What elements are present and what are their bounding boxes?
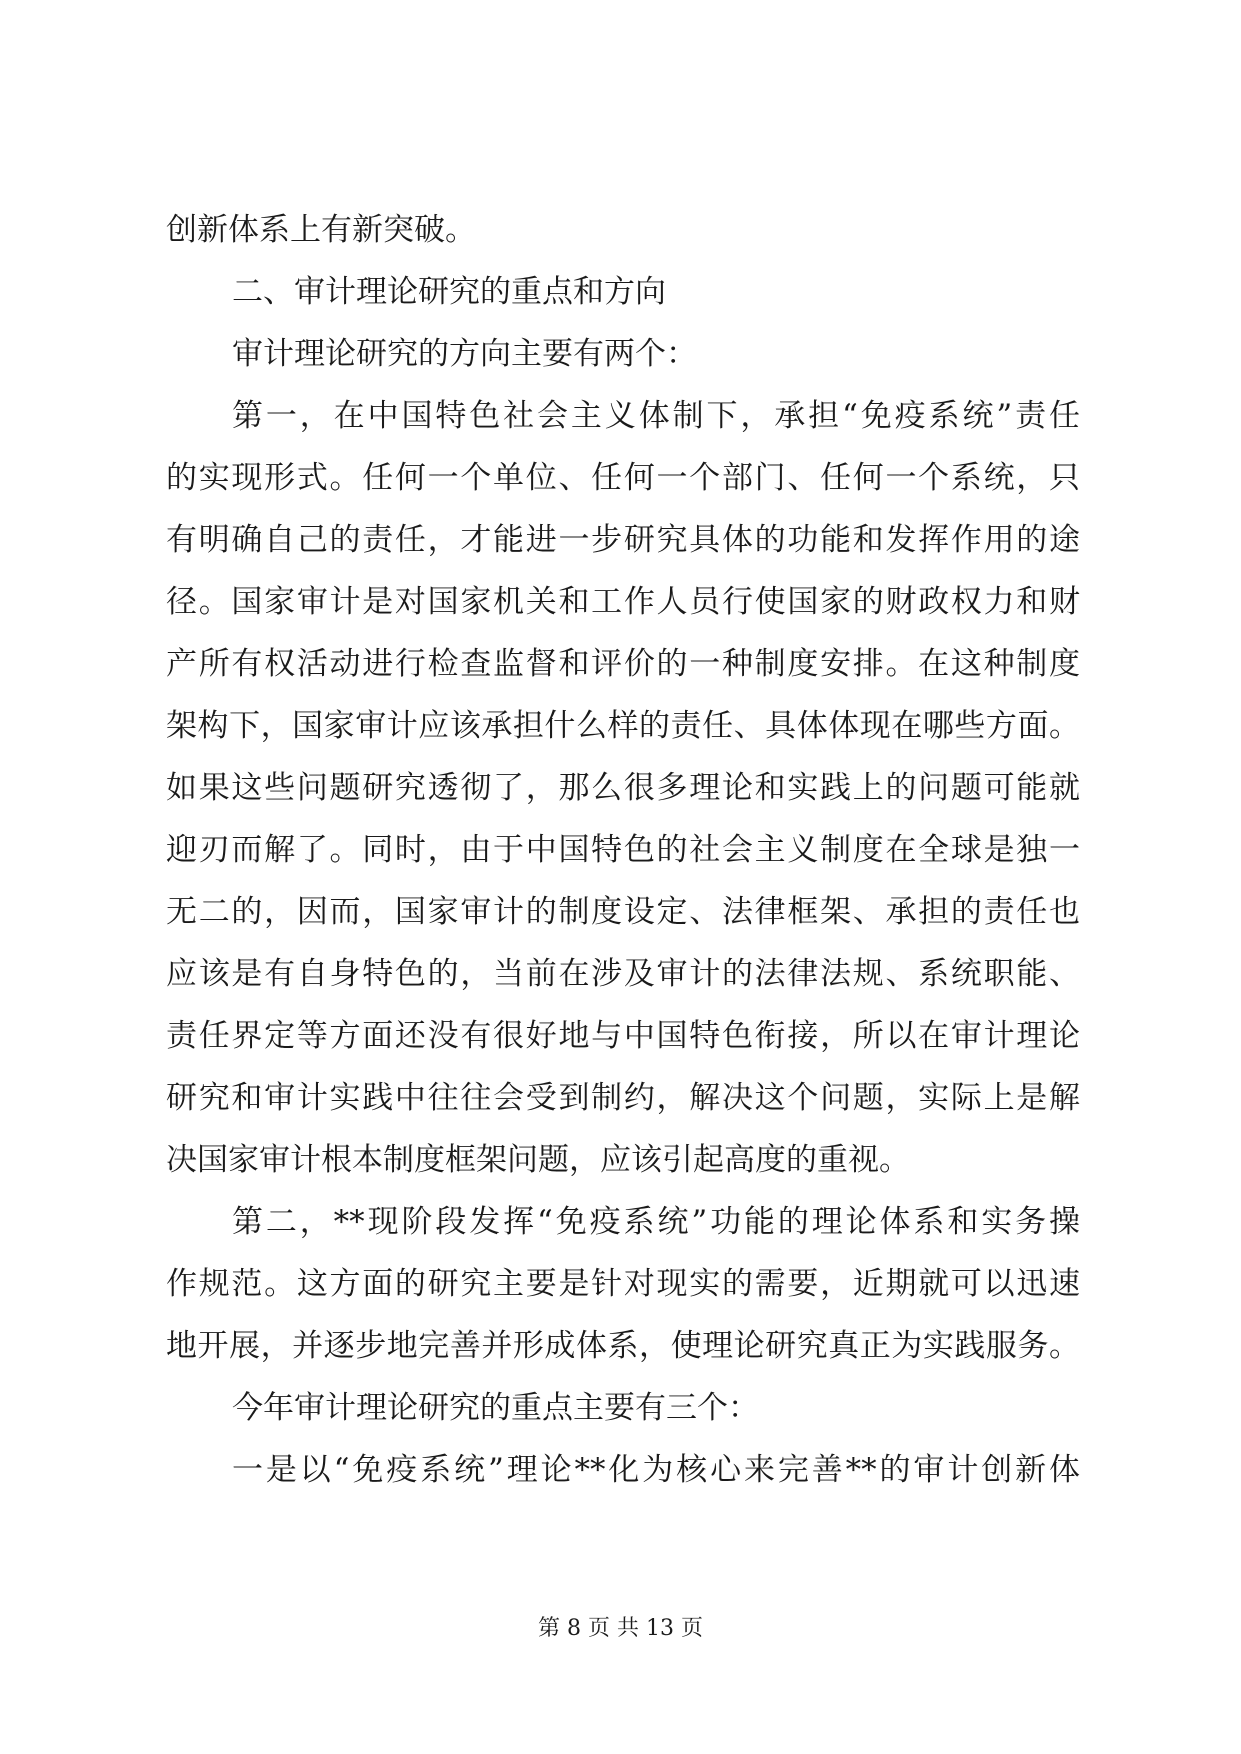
paragraph-line: 审计理论研究的方向主要有两个：	[232, 336, 697, 372]
page-footer	[0, 1615, 1241, 1643]
paragraph-line: 决国家审计根本制度框架问题，应该引起高度的重视。	[166, 1142, 910, 1178]
page-number-label: 第 8 页 共 13 页	[538, 1616, 703, 1641]
paragraph-line: 今年审计理论研究的重点主要有三个：	[232, 1390, 759, 1426]
paragraph-line: 迎刃而解了。同时，由于中国特色的社会主义制度在全球是独一	[166, 832, 1080, 868]
paragraph-line: 的实现形式。任何一个单位、任何一个部门、任何一个系统，只	[166, 460, 1080, 496]
paragraph-line: 架构下，国家审计应该承担什么样的责任、具体体现在哪些方面。	[166, 708, 1080, 744]
paragraph-line: 创新体系上有新突破。	[166, 212, 476, 248]
paragraph-line: 有明确自己的责任，才能进一步研究具体的功能和发挥作用的途	[166, 522, 1080, 558]
paragraph-line: 一是以“免疫系统”理论**化为核心来完善**的审计创新体	[232, 1452, 1080, 1488]
paragraph-line: 无二的，因而，国家审计的制度设定、法律框架、承担的责任也	[166, 894, 1080, 930]
section-heading: 二、审计理论研究的重点和方向	[232, 274, 666, 310]
paragraph-line: 第二，**现阶段发挥“免疫系统”功能的理论体系和实务操	[232, 1204, 1080, 1240]
paragraph-line: 径。国家审计是对国家机关和工作人员行使国家的财政权力和财	[166, 584, 1080, 620]
paragraph-line: 产所有权活动进行检查监督和评价的一种制度安排。在这种制度	[166, 646, 1080, 682]
document-body	[166, 199, 1080, 1501]
paragraph-line: 第一，在中国特色社会主义体制下，承担“免疫系统”责任	[232, 398, 1080, 434]
paragraph-line: 责任界定等方面还没有很好地与中国特色衔接，所以在审计理论	[166, 1018, 1080, 1054]
paragraph-line: 应该是有自身特色的，当前在涉及审计的法律法规、系统职能、	[166, 956, 1080, 992]
paragraph-line: 地开展，并逐步地完善并形成体系，使理论研究真正为实践服务。	[166, 1328, 1080, 1364]
paragraph-line: 如果这些问题研究透彻了，那么很多理论和实践上的问题可能就	[166, 770, 1080, 806]
paragraph-line: 研究和审计实践中往往会受到制约，解决这个问题，实际上是解	[166, 1080, 1080, 1116]
paragraph-line: 作规范。这方面的研究主要是针对现实的需要，近期就可以迅速	[166, 1266, 1080, 1302]
